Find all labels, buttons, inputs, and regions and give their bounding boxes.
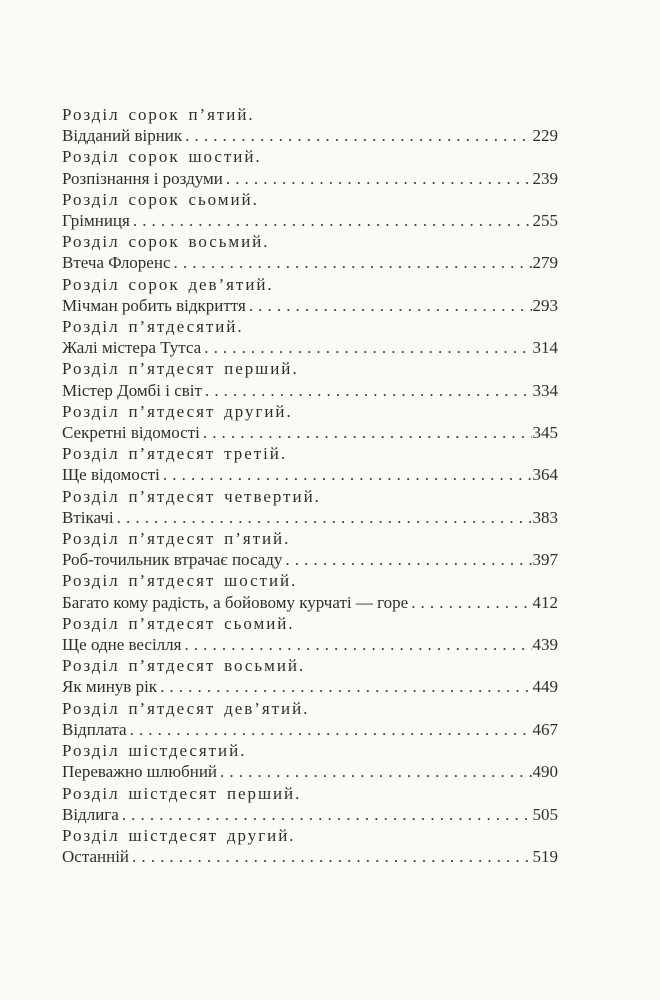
toc-entry-title: Ще відомості	[62, 465, 160, 485]
toc-entry-chapter: Розділ сорок п’ятий.	[62, 105, 255, 124]
dot-leader	[160, 676, 531, 697]
dot-leader	[204, 337, 531, 358]
dot-leader	[226, 168, 532, 189]
toc-entry-page-number: 334	[532, 380, 558, 400]
toc-entry-chapter: Розділ п’ятдесят перший.	[62, 359, 299, 379]
dot-leader	[122, 804, 532, 825]
toc-entry	[62, 443, 558, 485]
toc-entry-chapter: Розділ шістдесят перший.	[62, 783, 302, 803]
dot-leader	[249, 295, 532, 316]
toc-entry-chapter: Розділ п’ятдесят четвертий.	[62, 486, 321, 506]
toc-entry	[62, 613, 558, 655]
toc-entry-title: Містер Домбі і світ	[62, 380, 202, 400]
dot-leader	[132, 846, 531, 867]
dot-leader	[285, 549, 531, 570]
table-of-contents	[62, 104, 558, 867]
dot-leader	[184, 634, 531, 655]
toc-entry-chapter: Розділ п’ятдесят третій.	[62, 444, 288, 464]
dot-leader	[411, 592, 531, 613]
toc-entry	[62, 570, 558, 612]
toc-entry	[62, 486, 558, 528]
toc-entry	[62, 146, 558, 188]
toc-entry-page-number: 449	[532, 677, 558, 697]
toc-entry-title: Мічман робить відкриття	[62, 295, 246, 315]
toc-entry-page-number: 383	[532, 507, 558, 527]
toc-entry	[62, 274, 558, 316]
toc-entry-title: Розпізнання і роздуми	[62, 168, 223, 188]
toc-entry-page-number: 505	[532, 804, 558, 824]
toc-entry	[62, 401, 558, 443]
toc-entry-title-line	[62, 634, 558, 655]
toc-entry-chapter: Розділ сорок восьмий.	[62, 232, 270, 252]
toc-entry-title: Ще одне весілля	[62, 635, 182, 655]
toc-entry-chapter: Розділ п’ятдесят сьомий.	[62, 613, 295, 633]
toc-entry-page-number: 439	[532, 635, 558, 655]
toc-entry-title-line	[62, 846, 558, 867]
toc-entry-title-line	[62, 168, 558, 189]
toc-entry-title: Грімниця	[62, 211, 130, 231]
toc-entry	[62, 740, 558, 782]
toc-entry-title-line	[62, 125, 558, 146]
toc-entry	[62, 316, 558, 358]
toc-entry-chapter: Розділ сорок дев’ятий.	[62, 274, 274, 294]
toc-entry-title-line	[62, 464, 558, 485]
toc-entry-page-number: 314	[532, 338, 558, 358]
toc-entry-title-line	[62, 592, 558, 613]
toc-entry-page-number: 490	[532, 762, 558, 782]
toc-entry-title: Багато кому радість, а бойовому курчаті — горе	[62, 592, 409, 612]
toc-entry	[62, 783, 558, 825]
toc-entry-title-line	[62, 549, 558, 570]
toc-entry-title: Як минув рік	[62, 677, 158, 697]
toc-entry	[62, 698, 558, 740]
toc-entry	[62, 231, 558, 273]
toc-entry-chapter: Розділ п’ятдесят восьмий.	[62, 656, 306, 676]
toc-entry-title: Відлига	[62, 804, 119, 824]
toc-entry-chapter: Розділ п’ятдесят дев’ятий.	[62, 698, 310, 718]
toc-entry-page-number: 519	[532, 847, 558, 867]
dot-leader	[163, 464, 532, 485]
toc-entry-chapter: Розділ сорок шостий.	[62, 147, 262, 167]
toc-entry-title-line	[62, 719, 558, 740]
toc-entry	[62, 358, 558, 400]
toc-entry-title: Втеча Флоренс	[62, 253, 171, 273]
toc-entry-page-number: 467	[532, 719, 558, 739]
toc-entry-title: Переважно шлюбний	[62, 762, 218, 782]
toc-entry-chapter: Розділ п’ятдесят шостий.	[62, 571, 298, 591]
toc-entry-title: Відданий вірник	[62, 126, 183, 146]
toc-entry-title: Відплата	[62, 719, 127, 739]
toc-entry-page-number: 364	[532, 465, 558, 485]
toc-entry-page-number: 293	[532, 295, 558, 315]
toc-entry-page-number: 229	[532, 126, 558, 146]
toc-entry-chapter: Розділ п’ятдесятий.	[62, 317, 244, 337]
toc-entry	[62, 528, 558, 570]
dot-leader	[185, 125, 531, 146]
toc-entry-page-number: 345	[532, 423, 558, 443]
dot-leader	[130, 719, 532, 740]
toc-entry-title-line	[62, 295, 558, 316]
toc-entry-title-line	[62, 761, 558, 782]
toc-entry-page-number: 412	[532, 592, 558, 612]
dot-leader	[133, 210, 532, 231]
toc-entry-chapter: Розділ п’ятдесят п’ятий.	[62, 529, 291, 549]
toc-entry-title-line	[62, 804, 558, 825]
toc-entry-title: Останній	[62, 847, 130, 867]
toc-entry-title-line	[62, 252, 558, 273]
toc-entry-title: Роб-точильник втрачає посаду	[62, 550, 283, 570]
dot-leader	[220, 761, 531, 782]
toc-entry-title-line	[62, 337, 558, 358]
toc-entry-chapter: Розділ сорок сьомий.	[62, 189, 259, 209]
toc-entry-page-number: 279	[532, 253, 558, 273]
dot-leader	[205, 380, 532, 401]
toc-entry	[62, 655, 558, 697]
toc-entry-page-number: 397	[532, 550, 558, 570]
toc-entry-page-number: 239	[532, 168, 558, 188]
dot-leader	[174, 252, 532, 273]
toc-entry-title-line	[62, 676, 558, 697]
toc-entry-title: Втікачі	[62, 507, 114, 527]
toc-entry-chapter: Розділ шістдесятий.	[62, 741, 247, 761]
toc-entry-title: Секретні відомості	[62, 423, 200, 443]
toc-entry	[62, 189, 558, 231]
toc-entry-chapter: Розділ шістдесят другий.	[62, 825, 296, 845]
toc-entry-page-number: 255	[532, 211, 558, 231]
dot-leader	[203, 422, 532, 443]
toc-entry-title-line	[62, 210, 558, 231]
toc-entry-chapter: Розділ п’ятдесят другий.	[62, 401, 293, 421]
toc-entry	[62, 104, 558, 146]
dot-leader	[117, 507, 532, 528]
toc-entry-title-line	[62, 507, 558, 528]
toc-entry-title-line	[62, 380, 558, 401]
toc-entry-title-line	[62, 422, 558, 443]
toc-entry-title: Жалі містера Тутса	[62, 338, 202, 358]
toc-entry	[62, 825, 558, 867]
